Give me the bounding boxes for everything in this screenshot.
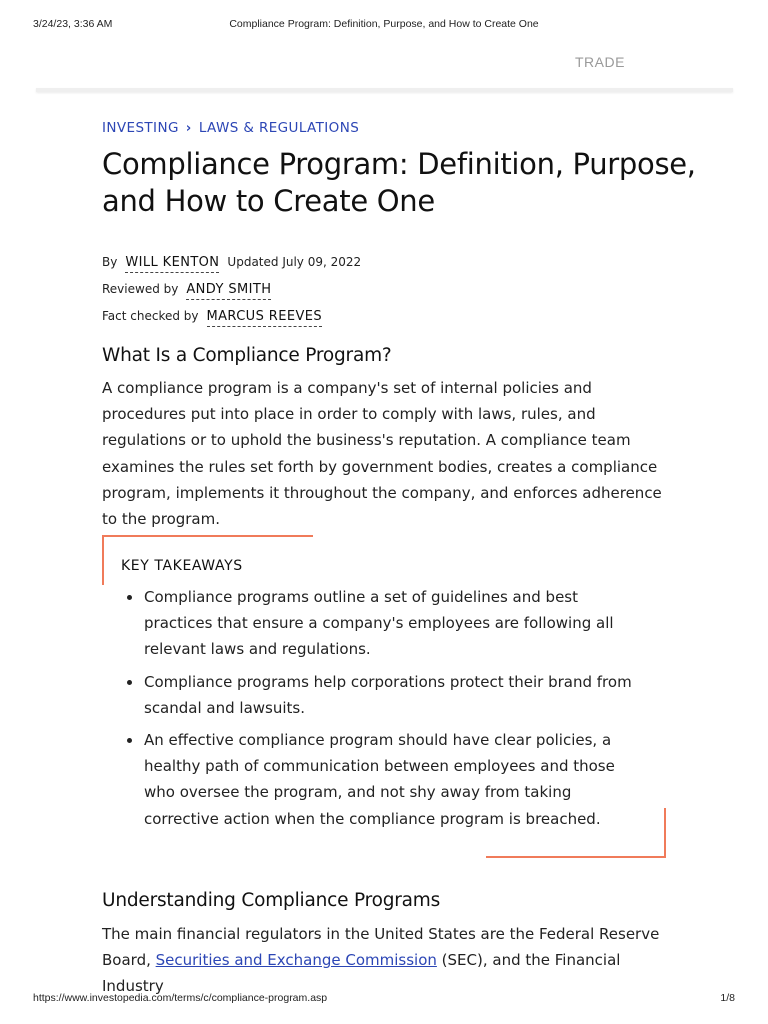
- paragraph-text-start: The main financial regulators in the United States are the Federal Reserve Board,: [102, 925, 660, 970]
- chevron-right-icon: ›: [185, 120, 192, 136]
- intro-paragraph: A compliance program is a company's set of internal policies and procedures put into place in order to comply with laws, rules, and regulations or to uphold the business's reputation. A compliance team examines the rules set forth by government bodies, creates a compliance program, implements it throughout the company, and enforces adherence to the program.: [102, 379, 662, 529]
- byline-reviewed-label: Reviewed by: [102, 282, 179, 296]
- print-url: https://www.investopedia.com/terms/c/compliance-program.asp: [33, 992, 328, 1004]
- fact-checker-link[interactable]: MARCUS REEVES: [207, 309, 323, 327]
- print-footer: [33, 992, 735, 1006]
- byline-by-label: By: [102, 255, 118, 269]
- section-heading-understanding: Understanding Compliance Programs: [102, 890, 441, 911]
- takeaway-text: Compliance programs help corporations protect their brand from scandal and lawsuits.: [144, 672, 632, 717]
- print-header: [33, 18, 735, 32]
- key-takeaways-heading: KEY TAKEAWAYS: [121, 558, 243, 574]
- breadcrumb-item-investing[interactable]: INVESTING: [102, 120, 179, 136]
- bullet-icon: [127, 680, 132, 685]
- updated-date: Updated July 09, 2022: [227, 255, 362, 269]
- reviewer-link[interactable]: ANDY SMITH: [186, 282, 271, 300]
- list-item: [121, 669, 641, 721]
- author-link[interactable]: WILL KENTON: [125, 255, 219, 273]
- takeaway-text: Compliance programs outline a set of guidelines and best practices that ensure a company's employees are following all relevant laws and regulations.: [144, 588, 614, 659]
- paragraph-text-end: (SEC), and the Financial Industry: [102, 951, 621, 996]
- page-number: 1/8: [720, 992, 735, 1004]
- section-heading-what-is: What Is a Compliance Program?: [102, 345, 392, 366]
- breadcrumb-item-laws-regulations[interactable]: LAWS & REGULATIONS: [198, 120, 360, 136]
- takeaways-border-right: [664, 808, 666, 858]
- takeaways-border-bottom: [486, 856, 666, 858]
- byline-fact-checker: [102, 309, 330, 327]
- key-takeaways-list: [121, 584, 641, 838]
- bullet-icon: [127, 738, 132, 743]
- takeaway-text: An effective compliance program should have clear policies, a healthy path of communication between employees and those who oversee the program, and not shy away from taking corrective action when the compliance program is breached.: [144, 731, 615, 828]
- page-title: Compliance Program: Definition, Purpose, and How to Create One: [102, 147, 696, 218]
- byline-factcheck-label: Fact checked by: [102, 309, 199, 323]
- list-item: [121, 584, 641, 663]
- byline-author: [102, 255, 361, 273]
- takeaways-border-top: [102, 535, 313, 537]
- trade-nav-link[interactable]: TRADE: [575, 54, 625, 70]
- breadcrumb: [102, 120, 359, 136]
- takeaways-border-left: [102, 535, 104, 585]
- bullet-icon: [127, 595, 132, 600]
- header-divider: [36, 88, 733, 92]
- understanding-paragraph: [102, 921, 667, 1000]
- print-datetime: 3/24/23, 3:36 AM: [33, 18, 113, 30]
- list-item: [121, 727, 641, 832]
- byline-reviewer: [102, 282, 279, 300]
- print-document-title: Compliance Program: Definition, Purpose, and How to Create One: [229, 18, 539, 30]
- sec-link[interactable]: Securities and Exchange Commission: [155, 951, 437, 970]
